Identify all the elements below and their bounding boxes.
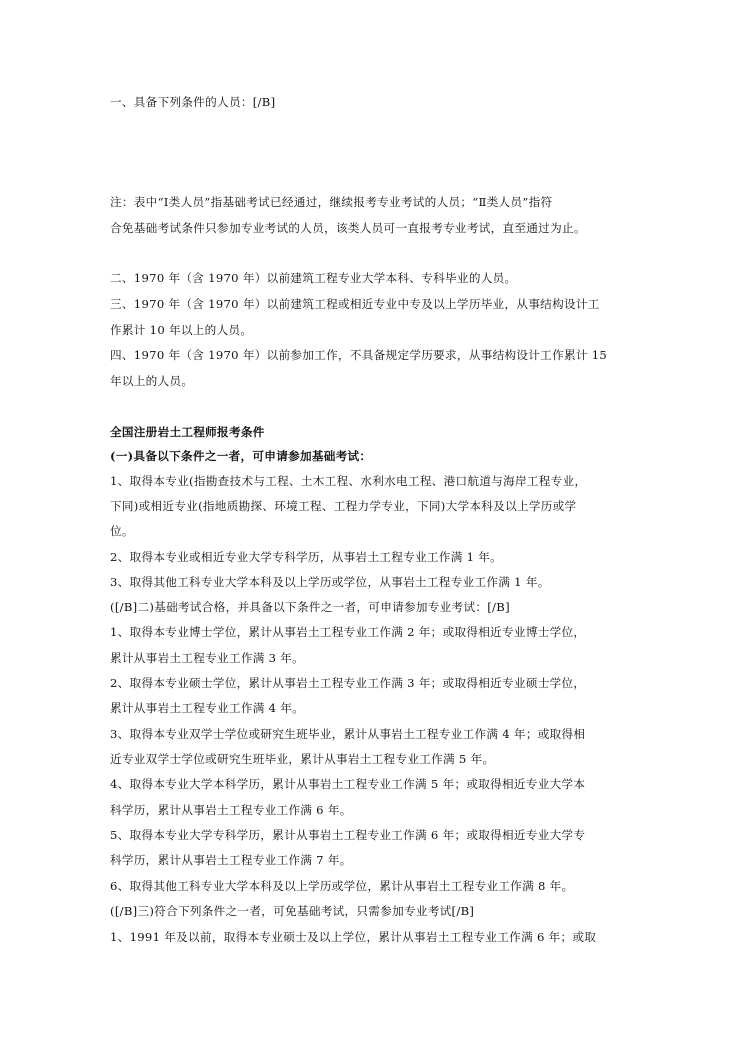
body-line-15: 5、取得本专业大学专科学历，累计从事岩土工程专业工作满 6 年；或取得相近专业大学专 <box>110 828 586 842</box>
body-line-5: 3、取得其他工科专业大学本科及以上学历或学位，从事岩土工程专业工作满 1 年。 <box>110 575 550 589</box>
section-title: 全国注册岩土工程师报考条件 <box>110 425 265 439</box>
body-line-19: 1、1991 年及以前，取得本专业硕士及以上学位，累计从事岩土工程专业工作满 6 年；或取 <box>110 930 597 944</box>
intro-heading: 一、具备下列条件的人员：[/B] <box>110 95 276 109</box>
body-line-2: 下同)或相近专业(指地质勘探、环境工程、工程力学专业，下同)大学本科及以上学历或学 <box>110 499 577 513</box>
note-line-1: 注：表中“Ⅰ类人员”指基础考试已经通过，继续报考专业考试的人员；“Ⅱ类人员”指符 <box>110 195 553 209</box>
body-line-8: 累计从事岩土工程专业工作满 3 年。 <box>110 651 305 665</box>
body-line-4: 2、取得本专业或相近专业大学专科学历，从事岩土工程专业工作满 1 年。 <box>110 550 503 564</box>
body-line-14: 科学历，累计从事岩土工程专业工作满 6 年。 <box>110 803 352 817</box>
body-line-1: 1、取得本专业(指勘查技术与工程、土木工程、水利水电工程、港口航道与海岸工程专业， <box>110 474 587 488</box>
body-line-10: 累计从事岩土工程专业工作满 4 年。 <box>110 701 305 715</box>
condition-line-1: 二、1970 年（含 1970 年）以前建筑工程专业大学本科、专科毕业的人员。 <box>110 271 517 285</box>
body-line-16: 科学历，累计从事岩土工程专业工作满 7 年。 <box>110 853 352 867</box>
body-line-7: 1、取得本专业博士学位，累计从事岩土工程专业工作满 2 年；或取得相近专业博士学位， <box>110 625 586 639</box>
body-line-12: 近专业双学士学位或研究生班毕业，累计从事岩土工程专业工作满 5 年。 <box>110 752 495 766</box>
condition-line-4: 四、1970 年（含 1970 年）以前参加工作，不具备规定学历要求，从事结构设计工作累计 15 <box>110 348 608 362</box>
section-subtitle: (一)具备以下条件之一者，可申请参加基础考试： <box>110 449 372 463</box>
condition-line-5: 年以上的人员。 <box>110 374 194 388</box>
condition-line-3: 作累计 10 年以上的人员。 <box>110 323 253 337</box>
body-line-6: ([/B]二)基础考试合格，并具备以下条件之一者，可申请参加专业考试：[/B] <box>110 600 510 614</box>
body-line-13: 4、取得本专业大学本科学历，累计从事岩土工程专业工作满 5 年；或取得相近专业大学本 <box>110 777 586 791</box>
body-line-9: 2、取得本专业硕士学位，累计从事岩土工程专业工作满 3 年；或取得相近专业硕士学位， <box>110 676 586 690</box>
body-line-3: 位。 <box>110 524 134 538</box>
body-line-11: 3、取得本专业双学士学位或研究生班毕业，累计从事岩土工程专业工作满 4 年；或取得相 <box>110 727 586 741</box>
condition-line-2: 三、1970 年（含 1970 年）以前建筑工程或相近专业中专及以上学历毕业，从事结构设计工 <box>110 297 600 311</box>
body-line-17: 6、取得其他工科专业大学本科及以上学历或学位，累计从事岩土工程专业工作满 8 年。 <box>110 879 574 893</box>
body-line-18: ([/B]三)符合下列条件之一者，可免基础考试，只需参加专业考试[/B] <box>110 904 475 918</box>
note-line-2: 合免基础考试条件只参加专业考试的人员，该类人员可一直报考专业考试，直至通过为止。 <box>110 221 586 235</box>
